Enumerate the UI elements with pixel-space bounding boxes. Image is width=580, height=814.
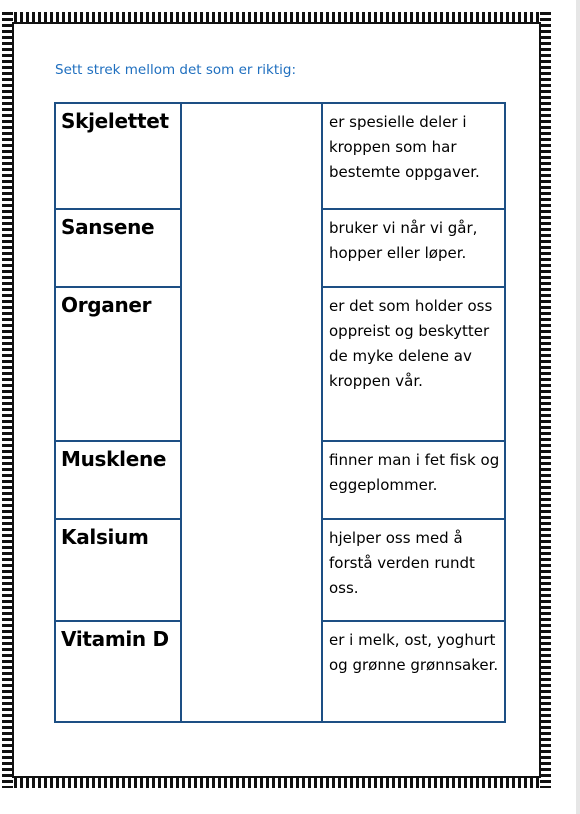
definition-text: finner man i fet fisk og eggeplommer. (329, 451, 500, 494)
term-cell[interactable] (56, 440, 182, 518)
definition-cell[interactable] (321, 104, 504, 208)
definition-text: hjelper oss med å forstå verden rundt oss. (329, 529, 475, 597)
frame-inner-line (539, 22, 541, 778)
definition-cell[interactable] (321, 286, 504, 440)
definition-cell[interactable] (321, 208, 504, 286)
term-cell[interactable] (56, 620, 182, 721)
term-label: Skjelettet (61, 109, 169, 133)
term-label: Musklene (61, 447, 167, 471)
term-cell[interactable] (56, 518, 182, 620)
term-label: Organer (61, 293, 152, 317)
matching-table (54, 102, 506, 723)
term-label: Sansene (61, 215, 155, 239)
definition-text: bruker vi når vi går, hopper eller løper. (329, 219, 478, 262)
definition-cell[interactable] (321, 518, 504, 620)
term-label: Vitamin D (61, 627, 169, 651)
definition-text: er det som holder oss oppreist og beskytter de myke delene av kroppen vår. (329, 297, 493, 390)
dashed-frame-right (540, 12, 551, 788)
definition-text: er spesielle deler i kroppen som har bestemte oppgaver. (329, 113, 480, 181)
term-cell[interactable] (56, 286, 182, 440)
definition-cell[interactable] (321, 440, 504, 518)
definition-cell[interactable] (321, 620, 504, 721)
definition-text: er i melk, ost, yoghurt og grønne grønnsaker. (329, 631, 499, 674)
frame-inner-line (12, 22, 14, 778)
term-cell[interactable] (56, 104, 182, 208)
instruction-text: Sett strek mellom det som er riktig: (55, 62, 297, 78)
term-label: Kalsium (61, 525, 149, 549)
frame-inner-line (13, 22, 540, 24)
term-cell[interactable] (56, 208, 182, 286)
frame-inner-line (13, 776, 540, 778)
page-edge (576, 0, 580, 814)
